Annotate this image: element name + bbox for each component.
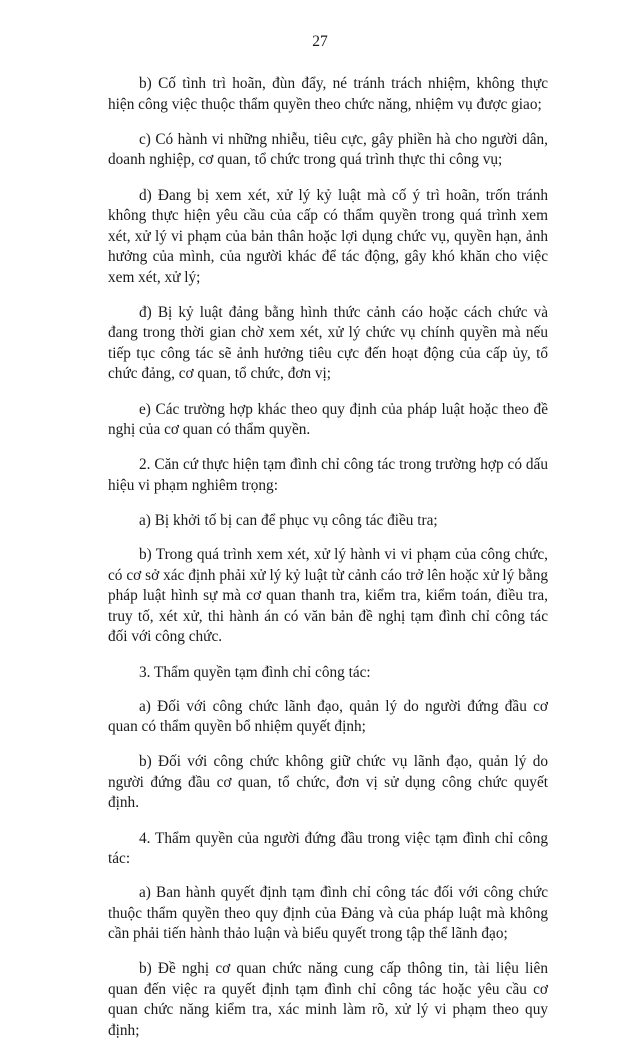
paragraph-1dd: đ) Bị kỷ luật đảng bằng hình thức cảnh cáo hoặc cách chức và đang trong thời gian chờ xem xét, xử lý chức vụ chính quyền mà nếu tiếp tục công tác sẽ ảnh hưởng tiêu cực đến hoạt động của cấp ủy, tổ chức đảng, cơ quan, tổ chức, đơn vị; [108,303,548,383]
paragraph-1e: e) Các trường hợp khác theo quy định của pháp luật hoặc theo đề nghị của cơ quan có thẩm quyền. [108,400,548,439]
paragraph-3b: b) Đối với công chức không giữ chức vụ lãnh đạo, quản lý do người đứng đầu cơ quan, tổ chức, đơn vị sử dụng công chức quyết định. [108,753,548,812]
paragraph-2a: a) Bị khởi tố bị can để phục vụ công tác điều tra; [139,512,438,530]
paragraph-4a: a) Ban hành quyết định tạm đình chỉ công tác đối với công chức thuộc thẩm quyền theo quy định của Đảng và của pháp luật mà không cần phải tiến hành thảo luận và biểu quyết trong tập thể lãnh đạo; [108,884,548,943]
document-body [108,74,548,1056]
page-number: 27 [312,33,328,50]
paragraph-1d: d) Đang bị xem xét, xử lý kỷ luật mà cố ý trì hoãn, trốn tránh không thực hiện yêu cầu của cấp có thẩm quyền trong quá trình xem xét, xử lý vi phạm của bản thân hoặc lợi dụng chức vụ, quyền hạn, ảnh hưởng của mình, của người khác để tác động, gây khó khăn cho việc xem xét, xử lý; [108,186,548,286]
section-2-heading: 2. Căn cứ thực hiện tạm đình chỉ công tác trong trường hợp có dấu hiệu vi phạm nghiêm trọng: [108,456,548,494]
paragraph-4b: b) Đề nghị cơ quan chức năng cung cấp thông tin, tài liệu liên quan đến việc ra quyết định tạm đình chỉ công tác hoặc yêu cầu cơ quan chức năng kiểm tra, xác minh làm rõ, xử lý vi phạm theo quy định; [108,960,548,1039]
paragraph-2b: b) Trong quá trình xem xét, xử lý hành vi vi phạm của công chức, có cơ sở xác định phải xử lý kỷ luật từ cảnh cáo trở lên hoặc xử lý bằng pháp luật hình sự mà cơ quan thanh tra, kiểm tra, kiểm toán, điều tra, truy tố, xét xử, thi hành án có văn bản đề nghị tạm đình chỉ công tác đối với công chức. [108,546,548,646]
section-4-heading: 4. Thẩm quyền của người đứng đầu trong việc tạm đình chỉ công tác: [108,829,548,868]
paragraph-1b: b) Cố tình trì hoãn, đùn đẩy, né tránh trách nhiệm, không thực hiện công việc thuộc thẩm quyền theo chức năng, nhiệm vụ được giao; [108,75,548,113]
paragraph-1c: c) Có hành vi những nhiễu, tiêu cực, gây phiền hà cho người dân, doanh nghiệp, cơ quan, tổ chức trong quá trình thực thi công vụ; [108,130,548,169]
section-3-heading: 3. Thẩm quyền tạm đình chỉ công tác: [139,663,371,681]
paragraph-3a: a) Đối với công chức lãnh đạo, quản lý do người đứng đầu cơ quan có thẩm quyền bổ nhiệm quyết định; [108,697,548,736]
